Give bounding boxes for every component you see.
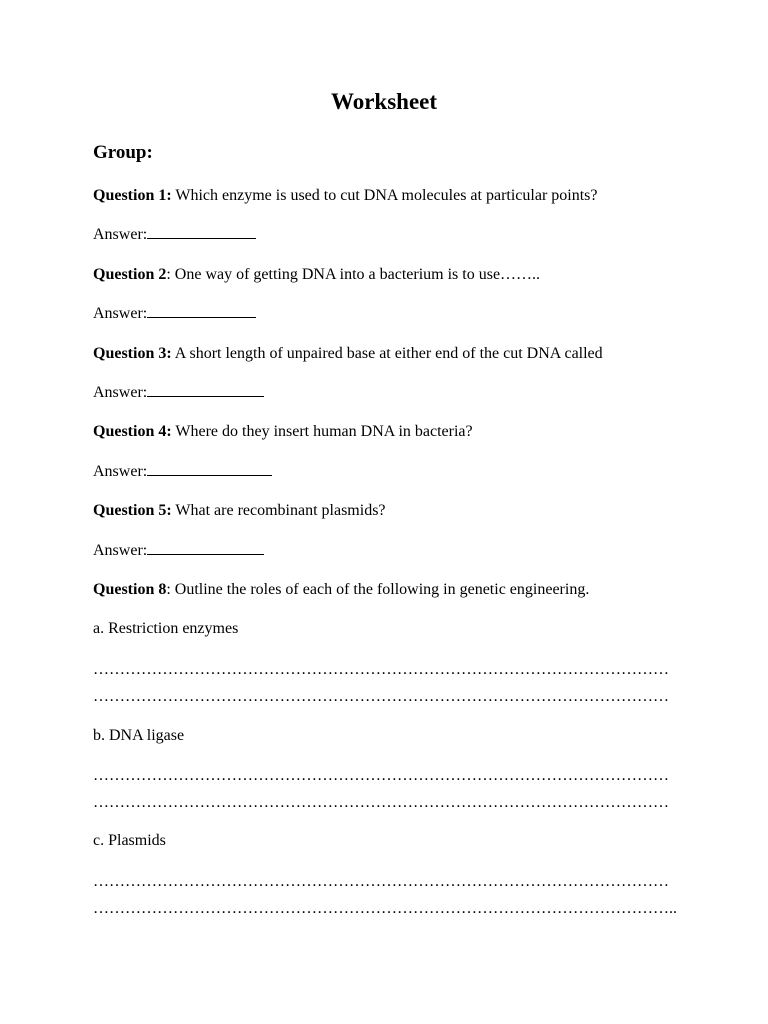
part-a-label: a. Restriction enzymes: [93, 620, 239, 637]
question-3-label: Question 3:: [93, 345, 172, 362]
group-label: Group:: [93, 142, 153, 163]
answer-5-label: Answer:: [93, 542, 148, 559]
question-8: [93, 580, 589, 600]
question-5: [93, 501, 386, 521]
answer-4-label: Answer:: [93, 463, 148, 480]
answer-3: [93, 383, 264, 403]
part-a-answer-line-2[interactable]: ………………………………………………………………………………………………: [93, 688, 669, 705]
answer-3-label: Answer:: [93, 384, 148, 401]
question-4-label: Question 4:: [93, 423, 172, 440]
part-b-answer-line-2[interactable]: ………………………………………………………………………………………………: [93, 794, 669, 811]
answer-4-blank[interactable]: [147, 462, 272, 476]
question-4-text: Where do they insert human DNA in bacteria?: [171, 423, 473, 440]
answer-4: [93, 462, 272, 482]
part-b-label: b. DNA ligase: [93, 727, 185, 744]
question-8-label: Question 8: [93, 581, 167, 598]
question-2-label: Question 2: [93, 266, 167, 283]
question-1: [93, 186, 597, 206]
answer-1-blank[interactable]: [147, 225, 256, 239]
question-1-label: Question 1:: [93, 187, 172, 204]
answer-5-blank[interactable]: [147, 541, 264, 555]
answer-2-blank[interactable]: [147, 304, 256, 318]
answer-1-label: Answer:: [93, 226, 148, 243]
question-3: [93, 344, 603, 364]
question-5-label: Question 5:: [93, 502, 172, 519]
question-2: [93, 265, 540, 285]
answer-2-label: Answer:: [93, 305, 148, 322]
question-3-text: A short length of unpaired base at either end of the cut DNA called: [171, 345, 603, 362]
part-a-answer-line-1[interactable]: ………………………………………………………………………………………………: [93, 661, 669, 678]
answer-3-blank[interactable]: [147, 383, 264, 397]
question-4: [93, 422, 473, 442]
part-b-answer-line-1[interactable]: ………………………………………………………………………………………………: [93, 767, 669, 784]
question-5-text: What are recombinant plasmids?: [171, 502, 386, 519]
question-2-text: : One way of getting DNA into a bacterium is to use……..: [166, 266, 541, 283]
answer-5: [93, 541, 264, 561]
answer-2: [93, 304, 256, 324]
part-c-answer-line-2[interactable]: ………………………………………………………………………………………………..: [93, 900, 677, 917]
part-c-answer-line-1[interactable]: ………………………………………………………………………………………………: [93, 873, 669, 890]
part-c-label: c. Plasmids: [93, 832, 166, 849]
answer-1: [93, 225, 256, 245]
page-title: Worksheet: [330, 89, 438, 114]
question-8-text: : Outline the roles of each of the following in genetic engineering.: [166, 581, 590, 598]
question-1-text: Which enzyme is used to cut DNA molecules at particular points?: [171, 187, 598, 204]
